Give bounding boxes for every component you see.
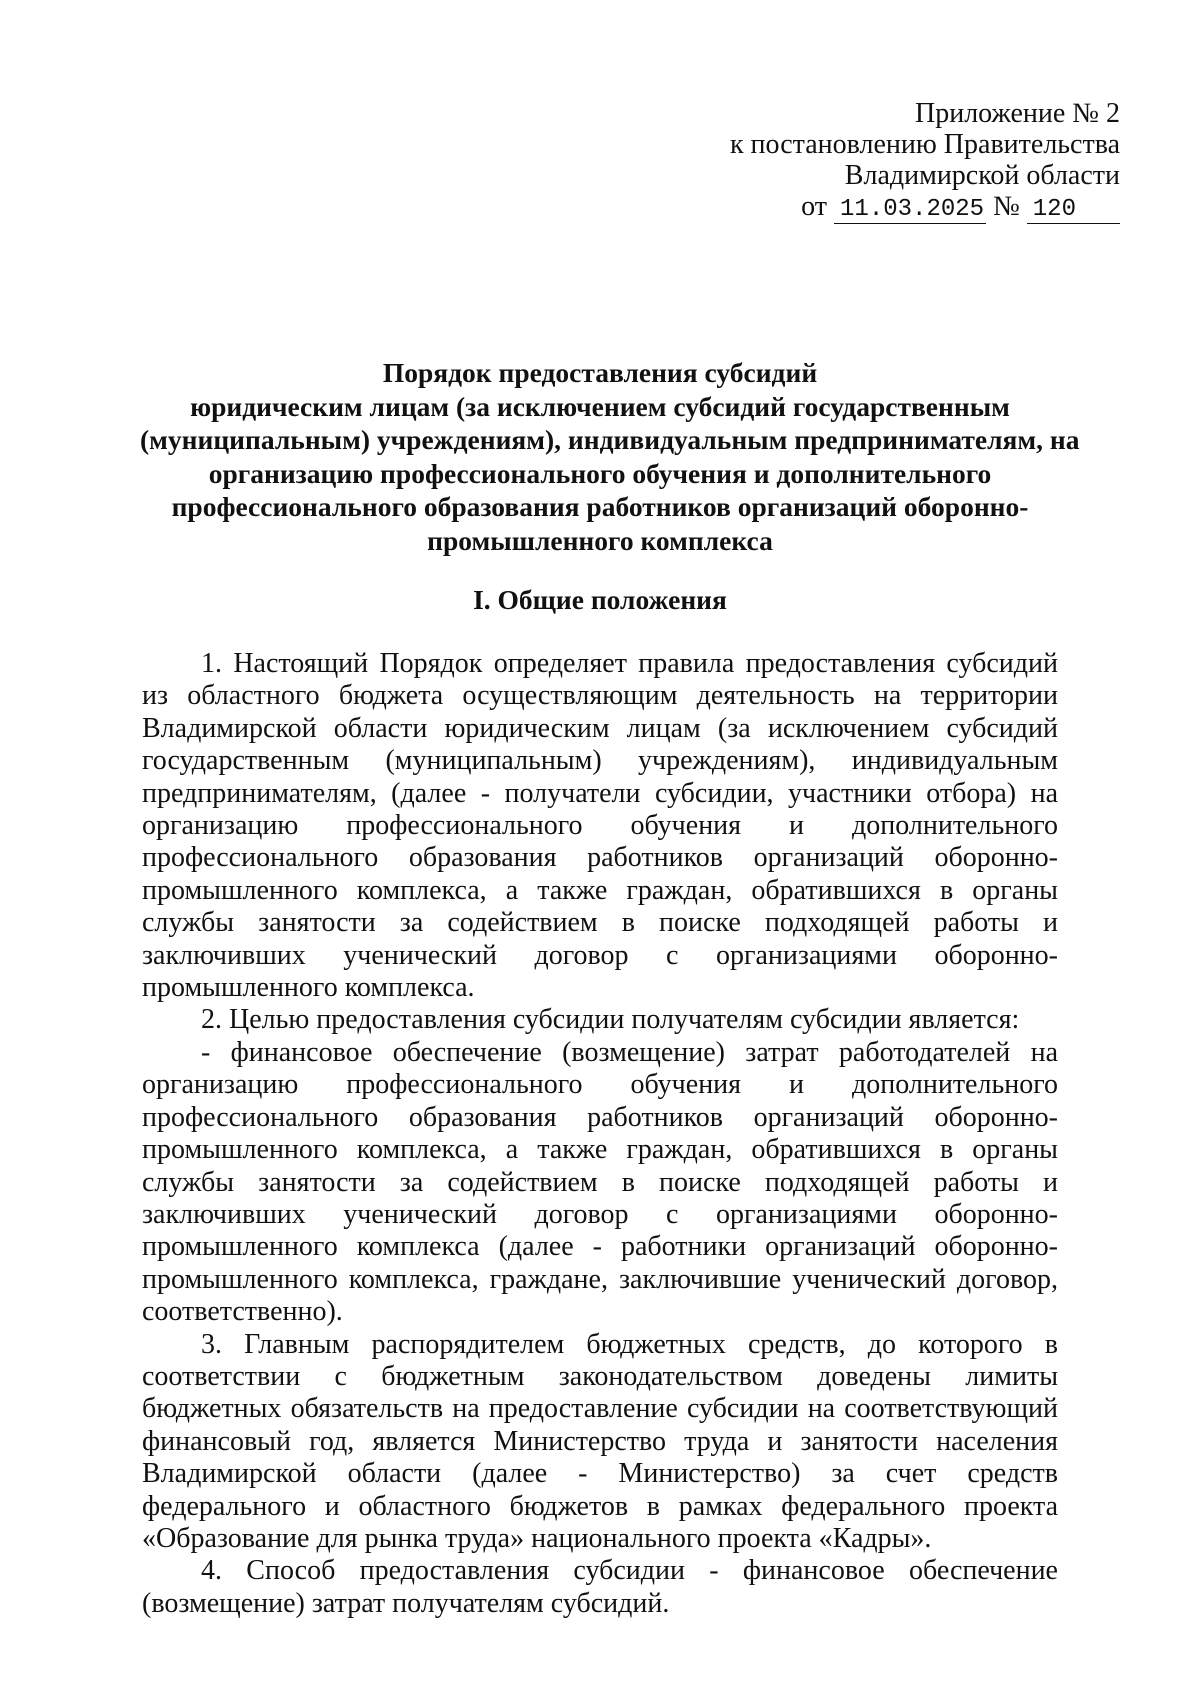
title-line-3: (муниципальным) учреждениям), индивидуальным предпринимателям, на bbox=[140, 424, 1080, 455]
attachment-line-3: Владимирской области bbox=[844, 160, 1120, 191]
title-line-4: организацию профессионального обучения и дополнительного bbox=[208, 457, 992, 489]
title-line-5: профессионального образования работников организаций оборонно- bbox=[171, 491, 1029, 522]
title-line-1: Порядок предоставления субсидий bbox=[382, 357, 818, 388]
document-date: 11.03.2025 bbox=[834, 197, 986, 224]
title-line-2: юридическим лицам (за исключением субсидий государственным bbox=[190, 390, 1010, 422]
paragraph-4: 4. Способ предоставления субсидии - финансовое обеспечение (возмещение) затрат получателям субсидий. bbox=[142, 1555, 1058, 1619]
document-number: 120 bbox=[1027, 197, 1120, 224]
title-line-6: промышленного комплекса bbox=[427, 524, 773, 556]
attachment-header bbox=[600, 98, 1120, 224]
paragraph-2-item: - финансовое обеспечение (возмещение) затрат работодателей на организацию профессионального обучения и дополнительного профессионального образования работников организаций оборонно-промышленного комплекса, а также граждан, обратившихся в органы службы занятости за содействием в поиске подходящей работы и заключивших ученический договор с организациями оборонно-промышленного комплекса (далее - работники организаций оборонно-промышленного комплекса, граждане, заключившие ученический договор, соответственно). bbox=[142, 1036, 1058, 1328]
document-body bbox=[142, 648, 1058, 1620]
paragraph-1: 1. Настоящий Порядок определяет правила предоставления субсидий из областного бюджета осуществляющим деятельность на территории Владимирской области юридическим лицам (за исключением субсидий государственным (муниципальным) учреждениям), индивидуальным предпринимателям, (далее - получатели субсидии, участники отбора) на организацию профессионального обучения и дополнительного профессионального образования работников организаций оборонно-промышленного комплекса, а также граждан, обратившихся в органы службы занятости за содействием в поиске подходящей работы и заключивших ученический договор с организациями оборонно-промышленного комплекса. bbox=[142, 648, 1058, 1004]
paragraph-2: 2. Целью предоставления субсидии получателям субсидии является: bbox=[201, 1004, 1020, 1036]
date-prefix: от bbox=[801, 191, 828, 222]
paragraph-3: 3. Главным распорядителем бюджетных средств, до которого в соответствии с бюджетным законодательством доведены лимиты бюджетных обязательств на предоставление субсидии на соответствующий финансовый год, является Министерство труда и занятости населения Владимирской области (далее - Министерство) за счет средств федерального и областного бюджетов в рамках федерального проекта «Образование для рынка труда» национального проекта «Кадры». bbox=[142, 1328, 1058, 1554]
attachment-line-1: Приложение № 2 bbox=[915, 98, 1120, 129]
attachment-line-2: к постановлению Правительства bbox=[729, 129, 1120, 160]
section-heading: I. Общие положения bbox=[473, 584, 727, 615]
document-title bbox=[140, 356, 1080, 557]
number-sign: № bbox=[993, 191, 1020, 222]
attachment-date-line bbox=[600, 191, 1120, 224]
